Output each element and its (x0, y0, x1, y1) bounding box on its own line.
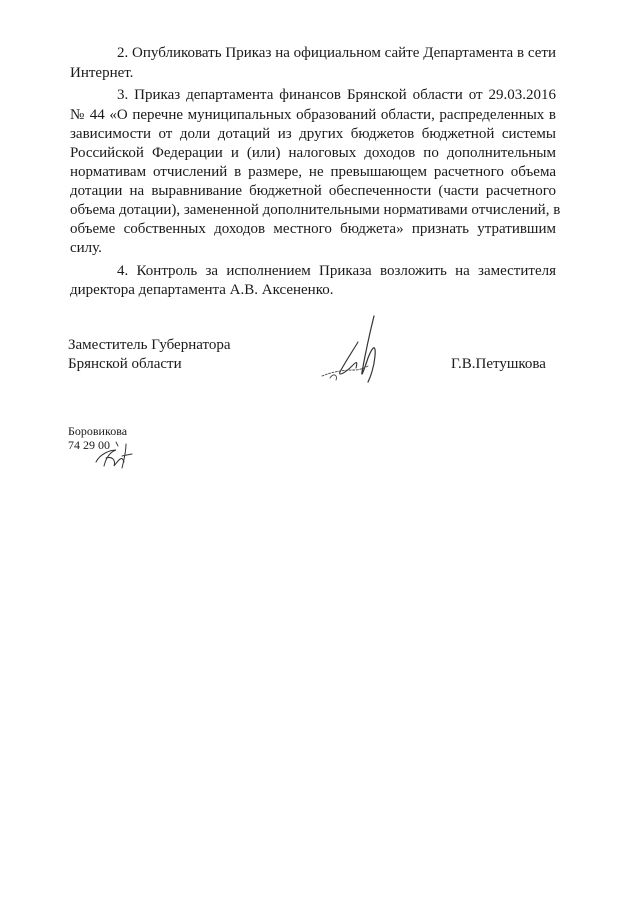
paragraph-3-line-7: объема дотации), замененной дополнительными нормативами отчислений, в (70, 202, 561, 218)
handwritten-signature (318, 312, 388, 384)
paragraph-3-line-1: 3. Приказ департамента финансов Брянской области от 29.03.2016 (117, 87, 556, 103)
paragraph-3-line-5: нормативам отчислений в размере, не превышающем расчетного объема (70, 164, 556, 180)
paragraph-3-line-2: № 44 «О перечне муниципальных образований области, распределенных в (70, 107, 556, 123)
paragraph-4-line-1: 4. Контроль за исполнением Приказа возложить на заместителя (117, 263, 556, 279)
executor-name: Боровикова (68, 424, 128, 438)
executor-phone: 74 29 00 (68, 438, 110, 452)
paragraph-3-line-8: объеме собственных доходов местного бюджета» признать утратившим (70, 221, 556, 237)
signatory-position-line-2: Брянской области (68, 356, 182, 372)
paragraph-3-line-4: Российской Федерации и (или) налоговых доходов по дополнительным (70, 145, 556, 161)
paragraph-3-line-6: дотации на выравнивание бюджетной обеспеченности (части расчетного (70, 183, 556, 199)
handwritten-initials (92, 440, 138, 470)
paragraph-4-line-2: директора департамента А.В. Аксененко. (70, 282, 334, 298)
signatory-position-line-1: Заместитель Губернатора (68, 337, 231, 353)
paragraph-2-line-1: 2. Опубликовать Приказ на официальном сайте Департамента в сети (117, 45, 556, 61)
signatory-name: Г.В.Петушкова (451, 356, 546, 372)
paragraph-3-line-9: силу. (70, 240, 102, 256)
paragraph-3-line-3: зависимости от доли дотаций из других бюджетов бюджетной системы (70, 126, 556, 142)
paragraph-2-line-2: Интернет. (70, 65, 134, 81)
